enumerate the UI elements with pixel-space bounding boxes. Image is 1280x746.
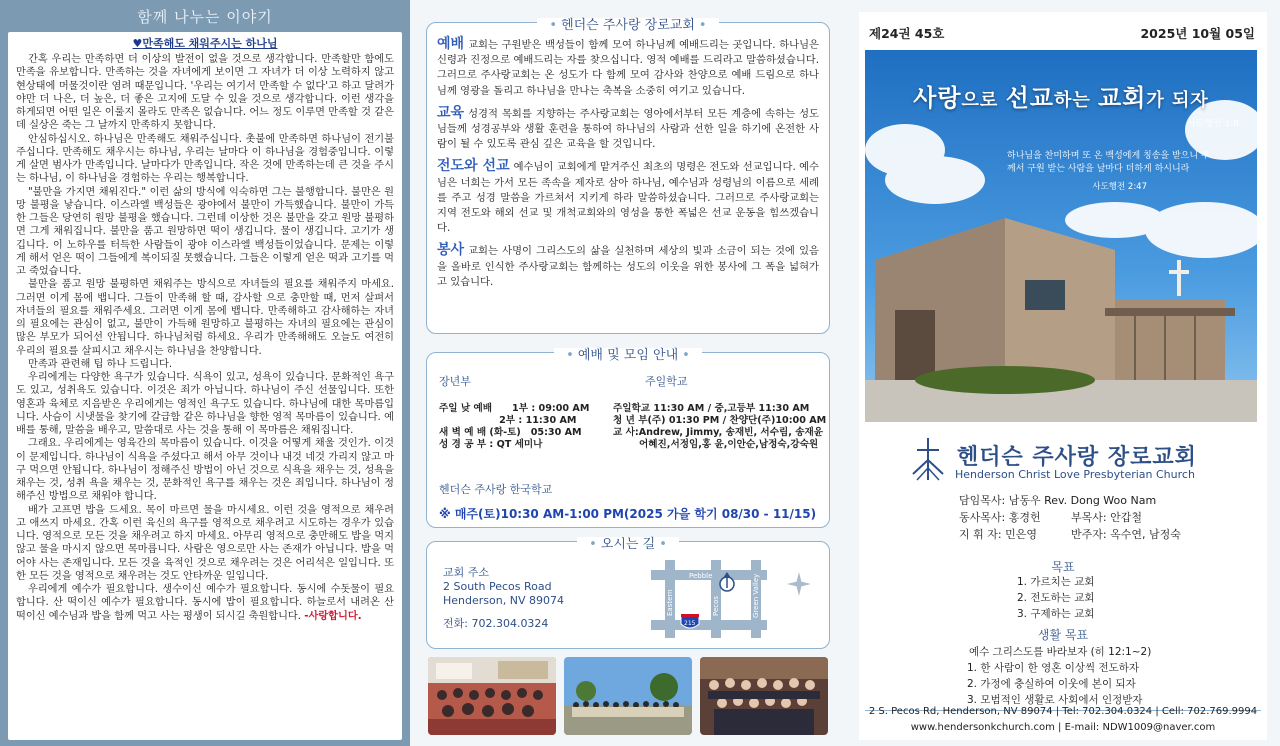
accompanist: 반주자: 옥수연, 남정숙 [1071, 528, 1181, 541]
story-subtitle [16, 35, 394, 51]
address-line2: Henderson, NV 89074 [443, 594, 564, 607]
story-paragraph: 간혹 우리는 만족하면 더 이상의 발전이 없을 것으로 생각합니다. 만족할만 함에도 만족을 유보합니다. 만족하는 것을 자녀에게 보이면 그 자녀가 더 이상 노력하지 않고 현상태에 머물것이란 염려 때문입니다. '우리는 여기서 만족할 수 없다'고 하고 달려가야만 더 나은, 더 높은, 더 좋은 고지에 도달 수 있을 것으로 생각합니다. 이런 생각을 하게되면 어떤 일은 이룰지 몰라도 만족은 없습니다. 어느 정도 이루면 만족할 것 같은데 실상은 죽는 그 날까지 만족하지 못합니다. [16, 54, 394, 132]
school-label: 주일학교 [645, 375, 688, 388]
worship-row: 새 벽 예 배 (화-토) 05:30 AM [439, 427, 582, 438]
photo-congregation [428, 657, 556, 735]
story-paragraph: 배가 고프면 밥을 드세요. 목이 마르면 물을 마시세요. 이런 것을 영적으로 채우려고 애쓰지 마세요. 간혹 이런 육신의 욕구를 영적으로 채우려고 시도하는 경우가 있습니다. 영적으로 모든 것을 채우려고 하지 마세요. 아무리 영적으로 충만해도 밥을 먹지 않고 물을 마시지 않으면 목마릅니다. 사람은 영으로만 사는 존재가 아닙니다. 밥을 먹어야 사는 존재입니다. 모든 것을 육적인 것으로 채우려는 것은 어리석은 일입니다. 또한 모든 것을 영적으로 채우려는 것도 안타까운 일입니다. [16, 504, 394, 582]
location-map [637, 556, 827, 642]
associate-pastor: 동사목사: 홍경헌 [959, 511, 1041, 524]
worship-row: 2부 : 11:30 AM [439, 415, 577, 426]
story-signature: -사랑합니다. [304, 610, 362, 622]
story-paragraph: "불만을 가지면 채워진다." 이런 삶의 방식에 익숙하면 그는 불행합니다. 불만은 원망 불평을 낳습니다. 이스라엘 백성들은 광야에서 불만이 가득했습니다. 불만이 가득한 그들은 당연히 원망 불평을 했습니다. 그런데 이상한 것은 불만을 갖고 원망 불평하면 그게 채워집니다. 불만을 품고 원망하면 떡이 생깁니다. 물이 생깁니다. 고기가 생깁니다. 이 노하우를 터득한 사람들이 광야 이스라엘 백성들이었습니다. 문제는 이렇게 해서 얻은 떡이 그들에게 복이되질 못했습니다. 그들은 이렇게 얻은 떡과 고기를 먹고 죽었습니다. [16, 186, 394, 277]
directions-title-text: • 오시는 길 • [577, 537, 679, 552]
cover-photo [865, 50, 1257, 422]
motto-church: 교회 [1098, 84, 1147, 112]
map-label-green-valley: Green Valley [752, 573, 760, 618]
section-head: 봉사 [437, 242, 465, 259]
life-goal-intro: 예수 그리스도를 바라보자 (히 12:1~2) [969, 646, 1152, 658]
section-head: 예배 [437, 36, 465, 52]
motto-part: 가 되자 [1146, 90, 1209, 111]
address-line1: 2 South Pecos Road [443, 580, 552, 593]
story-column [0, 0, 410, 746]
motto-love: 사랑 [913, 84, 962, 112]
compass-icon [787, 572, 811, 596]
map-label-eastern: Eastern [666, 589, 674, 616]
directions-box [426, 537, 830, 649]
motto-part: 으로 [961, 90, 1006, 111]
adult-label: 장년부 [439, 375, 471, 388]
issue-date: 2025년 10월 05일 [1140, 26, 1255, 41]
goal-item: 1. 가르치는 교회 [1017, 576, 1095, 588]
school-row: 교 사:Andrew, Jimmy, 송재빈, 서수림, 송재윤 [613, 427, 824, 438]
story-paragraph: 불만을 품고 원망 불평하면 채워주는 방식으로 자녀들의 필요를 채워주지 마세요. 그러면 이게 몸에 뱁니다. 그들이 만족해 할 때, 감사할 으로 충만할 때, 먼저 살펴서 자녀들의 필요를 채워주세요. 그러면 이게 몸에 뱁니다. 만족해하고 감사해하는 자녀의 필요에는 관심이 없고, 불만이 가득해 원망하고 불평하는 자녀의 필요에는 관심이 많은 부모가 되어선 안됩니다. 하나님처럼 하세요. 우리가 만족해해도 오늘도 여전히 우리의 필요를 살피시고 채우시는 하나님을 찬양합니다. [16, 279, 394, 357]
section-head: 전도와 선교 [437, 158, 510, 175]
life-goal-item: 2. 가정에 충실하여 이웃에 본이 되자 [967, 678, 1136, 690]
story-panel [8, 32, 402, 740]
section-education [427, 106, 829, 153]
church-logo-icon [911, 436, 945, 482]
school-row: 주일학교 11:30 AM / 중,고등부 11:30 AM [613, 403, 810, 414]
story-paragraph: 안심하십시오. 하나님은 만족해도 채워주십니다. 촛불에 만족하면 하나님이 전기불 주십니다. 만족해도 채우시는 하나님, 우리는 날마다 이 하나님을 경험중입니다. 이렇게 살면 범사가 만족입니다. 날마다가 만족입니다. 작은 것에 만족하는데 큰 것을 주시는 하나님, 이 하나님을 경험하는 우리는 행복합니다. [16, 133, 394, 185]
footer-contact: 2 S. Pecos Rd, Henderson, NV 89074 | Tel: 702.304.0324 | Cell: 702.769.9994 [868, 706, 1258, 717]
goal-item: 3. 구제하는 교회 [1017, 608, 1095, 620]
story-paragraph-text: 우리에게 예수가 필요합니다. 생수이신 예수가 필요합니다. 동시에 수돗물이 필요합니다. 산 떡이신 예수가 필요합니다. 동시에 밥이 필요합니다. 하늘로서 내려온 산 떡이신 예수님과 밥을 함께 먹고 사는 평생이 되시길 축원합니다. [16, 584, 394, 622]
life-goal-item: 1. 한 사람이 한 영혼 이상씩 전도하자 [967, 662, 1140, 674]
church-vision-title [427, 14, 829, 33]
footer-web: www.hendersonkchurch.com | E-mail: NDW1009@naver.com [910, 722, 1216, 733]
section-text: 교회는 사명이 그리스도의 삶을 실천하며 세상의 빛과 소금이 되는 것에 있음을 올바로 인식한 주사랑교회는 함께하는 성도의 이웃을 위한 봉사에 그 폭을 넓혀가고 있습니다. [437, 245, 819, 288]
address-label: 교회 주소 [443, 566, 490, 579]
directions-title [427, 533, 829, 552]
church-vision-title-text: • 헨더슨 주사랑 장로교회 • [537, 18, 718, 33]
cover-column [847, 0, 1280, 746]
section-mission [427, 159, 829, 236]
worship-row: 성 경 공 부 : QT 세미나 [439, 439, 543, 450]
korean-school-label: 헨더슨 주사랑 한국학교 [439, 483, 553, 496]
church-name-english: Henderson Christ Love Presbyterian Church [955, 468, 1195, 481]
story-column-title: 함께 나누는 이야기 [137, 8, 273, 26]
life-goal-item: 3. 모범적인 생활로 사회에서 인정받자 [967, 694, 1143, 706]
korean-school-time: ※ 매주(토)10:30 AM-1:00 PM(2025 가을 학기 08/30 - 11/15) [439, 507, 817, 521]
story-paragraph: 우리에게는 다양한 욕구가 있습니다. 식욕이 있고, 성욕이 있습니다. 문화적인 욕구도 있고, 성취욕도 있습니다. 이것은 죄가 아닙니다. 하나님이 주신 선물입니다. 또한 영혼과 육체로 지음받은 우리에게는 영적인 욕구도 있습니다. 하나님에 대한 목마름입니다. 사슴이 시냇물을 찾기에 갈급함 같은 하나님을 향한 영적 목마름이 있습니다. 예배를 통해, 말씀을 배우고, 말씀대로 사는 것을 통해 이 목마름은 채워집니다. [16, 372, 394, 436]
section-service [427, 243, 829, 290]
issue-number: 제24권 45호 [869, 26, 945, 41]
life-goal-title: 생활 목표 [1037, 628, 1089, 642]
story-paragraph: 만족과 관련해 팁 하나 드립니다. [28, 358, 173, 370]
section-worship [427, 37, 829, 99]
goal-item: 2. 전도하는 교회 [1017, 592, 1095, 604]
senior-pastor: 담임목사: 남동우 Rev. Dong Woo Nam [959, 494, 1157, 507]
goal-title: 목표 [1051, 560, 1075, 574]
school-row: 어혜진,서정임,홍 윤,이안순,남정숙,강숙원 [639, 439, 819, 450]
map-label-pecos: Pecos [712, 595, 720, 616]
worship-schedule-title-text: • 예배 및 모임 안내 • [554, 348, 702, 363]
worship-schedule-title [427, 344, 829, 363]
highway-shield-icon [681, 614, 699, 628]
photo-group-portrait [700, 657, 828, 735]
motto-reference: 사도행전 1:8 [1186, 119, 1239, 129]
school-row: 청 년 부(주) 01:30 PM / 찬양단(주)10:00 AM [613, 415, 827, 426]
map-label-pebble: Pebble [689, 572, 713, 580]
cover-verse: 하나님을 찬미하며 또 온 백성에게 칭송을 받으니 주께서 구원 받는 사람을 날마다 더하게 하시니라 [1007, 151, 1210, 174]
info-column [410, 0, 847, 746]
worship-schedule-box [426, 348, 830, 528]
assistant-pastor: 부목사: 안갑철 [1071, 511, 1142, 524]
cover-motto [865, 78, 1257, 113]
section-text: 예수님이 교회에게 맡겨주신 최초의 명령은 전도와 선교입니다. 예수님은 너희는 가서 모든 족속을 제자로 삼아 하나님, 예수님과 성령님의 이름으로 세례를 주고 성경 말씀을 가르쳐서 지키게 하라 말씀하셨습니다. 그러므로 주사랑교회는 지역 전도와 해외 선교 및 개척교회와의 영성을 통한 폭넓은 선교 운동을 힘쓰겠습니다. [437, 161, 819, 235]
cover-panel [859, 12, 1267, 740]
story-paragraph: 그래요. 우리에게는 영육간의 목마름이 있습니다. 이것을 어떻게 채울 것인가. 이것이 문제입니다. 하나님이 식욕을 주셨다고 해서 아무 것이나 내것 네것 가리지 않고 마구 먹으면 안됩니다. 하나님이 정해주신 방법이 아닌 것으로 식욕을 채우는 것, 성욕을 채우는 것, 성취 욕을 채우는 것, 문화적인 욕구를 채우는 것은 죄입니다. 하나님이 정해주신 방법으로 채워야 합니다. [16, 438, 394, 503]
cover-verse-reference: 사도행전 2:47 [1092, 182, 1147, 192]
story-body [16, 53, 394, 623]
story-paragraph-last [16, 583, 394, 623]
section-text: 성경적 목회를 지향하는 주사랑교회는 영아에서부터 모든 계층에 속하는 성도님들께 성경공부와 생활 훈련을 통하여 하나님의 사람과 선한 일을 하기에 온전한 사람이 될 수 있도록 관심 깊은 교육을 할 것입니다. [437, 107, 819, 151]
photo-outdoor-group [564, 657, 692, 735]
section-text: 교회는 구원받은 백성들이 함께 모여 하나님께 예배드리는 곳입니다. 하나님은 신령과 진정으로 예배드리는 자를 찾으십니다. 영적 예배를 드리라고 말씀하셨습니다. 그러므로 주사랑교회는 온 성도가 다 함께 모여 감사와 찬양으로 예배 드림으로 하나님께 영광을 돌리고 하나님을 만나는 축복을 소중히 여기고 있습니다. [437, 39, 819, 97]
church-name-korean: 헨더슨 주사랑 장로교회 [957, 445, 1197, 470]
conductor: 지 휘 자: 민은영 [959, 528, 1037, 541]
section-head: 교육 [437, 104, 465, 121]
motto-mission: 선교 [1005, 84, 1054, 112]
heart-icon: ♥ [132, 37, 143, 50]
worship-row: 주일 낮 예배 1부 : 09:00 AM [439, 403, 590, 414]
story-subtitle-text: 만족해도 채워주시는 하나님 [142, 37, 278, 50]
highway-number: 215 [684, 620, 696, 627]
phone: 전화: 702.304.0324 [443, 617, 549, 630]
church-vision-box [426, 18, 830, 334]
motto-part: 하는 [1053, 90, 1099, 111]
